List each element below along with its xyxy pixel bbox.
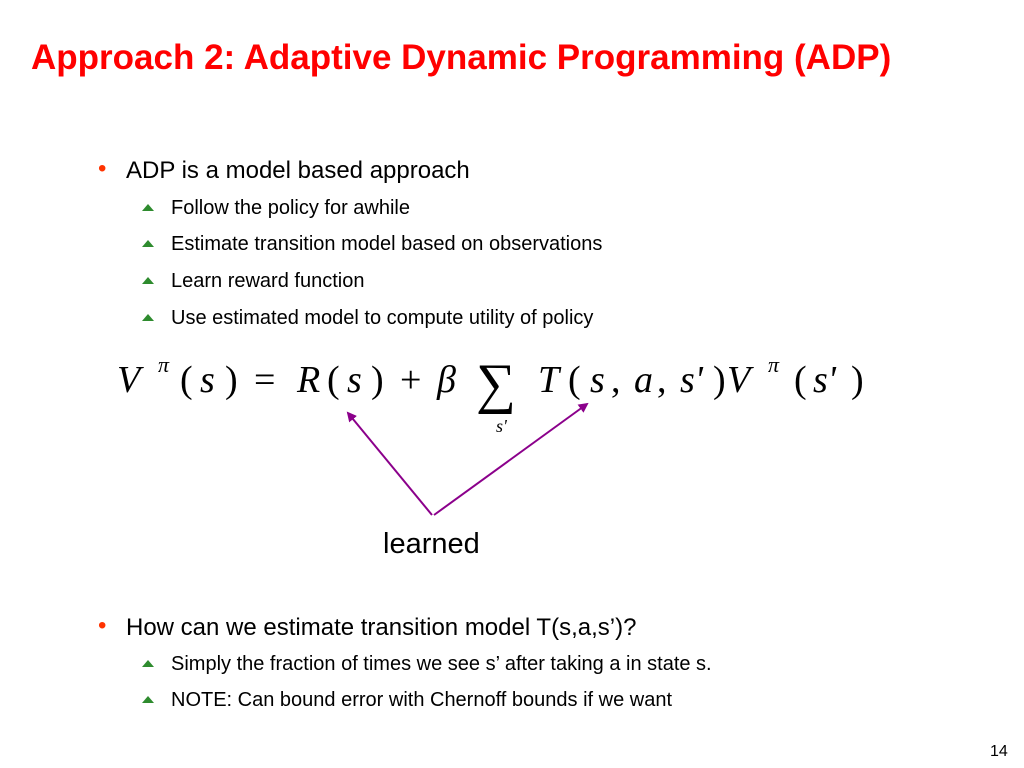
bullet-icon: • <box>98 155 107 182</box>
triangle-bullet-icon <box>142 660 154 667</box>
sub-bullet-text: Follow the policy for awhile <box>171 197 410 219</box>
eq-sprime2: s' <box>813 359 836 401</box>
bullet-text: ADP is a model based approach <box>126 157 470 184</box>
eq-sum: ∑ <box>476 353 516 415</box>
eq-lparen4: ( <box>794 359 807 401</box>
eq-T: T <box>538 359 560 401</box>
sub-bullet-text: Learn reward function <box>171 270 365 292</box>
learned-label: learned <box>383 528 480 560</box>
eq-lparen3: ( <box>568 359 581 401</box>
eq-sum-sub: s' <box>496 416 507 436</box>
eq-V: V <box>117 359 141 401</box>
bullet-icon: • <box>98 612 107 639</box>
page-number: 14 <box>990 743 1008 760</box>
eq-rparen: ) <box>225 359 238 401</box>
eq-plus: + <box>400 359 422 401</box>
eq-lparen2: ( <box>327 359 340 401</box>
eq-pi2: π <box>768 352 780 377</box>
eq-comma2: , <box>657 359 667 401</box>
eq-rparen4: ) <box>851 359 864 401</box>
eq-lparen: ( <box>180 359 193 401</box>
sub-bullet-text: Estimate transition model based on observations <box>171 233 603 255</box>
eq-equals: = <box>254 359 276 401</box>
eq-sprime: s' <box>680 359 703 401</box>
eq-V2: V <box>727 359 751 401</box>
arrow-to-R <box>348 413 432 515</box>
eq-pi: π <box>158 352 170 377</box>
eq-s3: s <box>590 359 605 401</box>
sub-bullet-text: Simply the fraction of times we see s’ after taking a in state s. <box>171 653 712 675</box>
sub-bullet-text: NOTE: Can bound error with Chernoff bounds if we want <box>171 689 672 711</box>
sub-bullet-text: Use estimated model to compute utility of policy <box>171 307 594 329</box>
eq-comma1: , <box>611 359 621 401</box>
eq-rparen3: ) <box>713 359 726 401</box>
eq-R: R <box>297 359 321 401</box>
eq-a: a <box>634 359 653 401</box>
eq-beta: β <box>437 359 456 401</box>
eq-s2: s <box>347 359 362 401</box>
arrow-to-T <box>434 404 587 515</box>
eq-rparen2: ) <box>371 359 384 401</box>
bullet-text: How can we estimate transition model T(s,a,s’)? <box>126 614 637 641</box>
slide-title: Approach 2: Adaptive Dynamic Programming (ADP) <box>31 38 892 77</box>
eq-s: s <box>200 359 215 401</box>
triangle-bullet-icon <box>142 696 154 703</box>
